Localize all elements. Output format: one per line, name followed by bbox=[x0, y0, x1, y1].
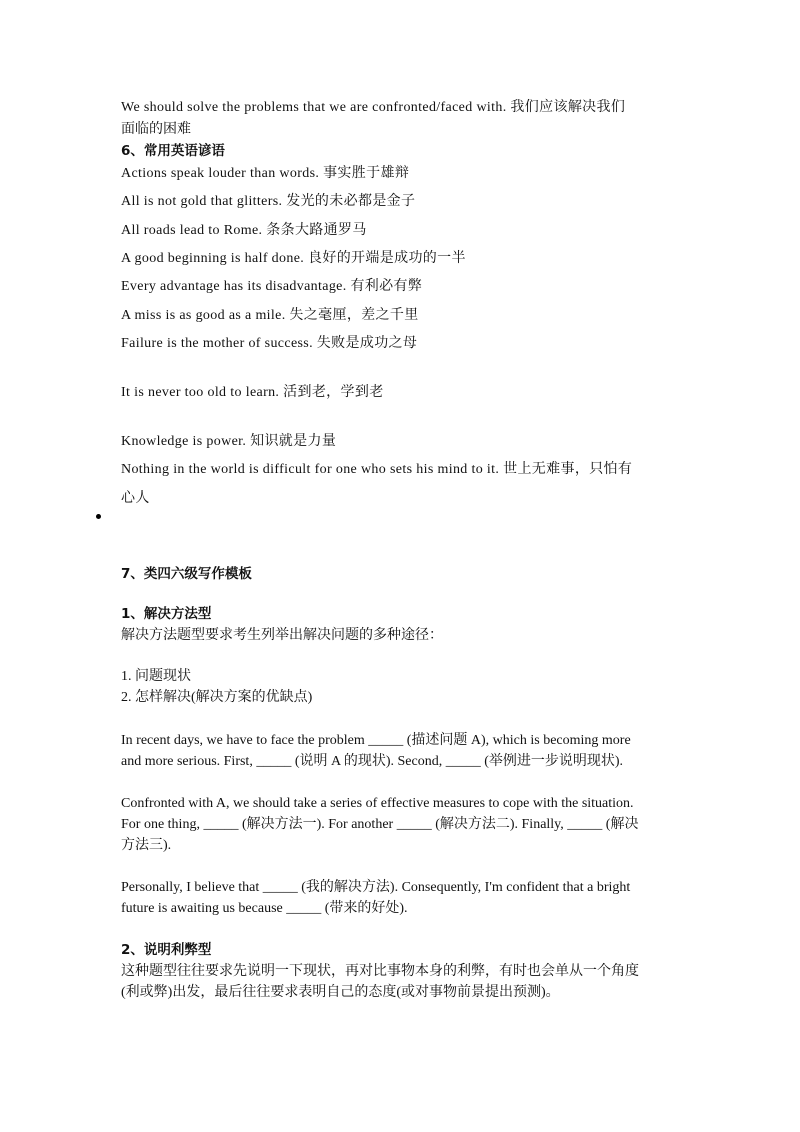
proverb-line: Failure is the mother of success. 失败是成功之母 bbox=[121, 336, 418, 351]
template-paragraph-line: future is awaiting us because _____ (带来的好处). bbox=[121, 901, 408, 916]
proverb-line: Knowledge is power. 知识就是力量 bbox=[121, 434, 337, 449]
step-item: 1. 问题现状 bbox=[121, 669, 191, 684]
proverb-line: All roads lead to Rome. 条条大路通罗马 bbox=[121, 223, 367, 238]
proverb-line: Actions speak louder than words. 事实胜于雄辩 bbox=[121, 166, 410, 181]
subsection-1-heading: 1、解决方法型 bbox=[121, 606, 212, 622]
subsection-2-line: 这种题型往往要求先说明一下现状，再对比事物本身的利弊，有时也会单从一个角度 bbox=[121, 964, 639, 979]
template-paragraph-line: Personally, I believe that _____ (我的解决方法). Consequently, I'm confident that a bright bbox=[121, 880, 631, 895]
proverb-line: A miss is as good as a mile. 失之毫厘，差之千里 bbox=[121, 308, 419, 323]
subsection-2-line: (利或弊)出发，最后往往要求表明自己的态度(或对事物前景提出预测)。 bbox=[121, 985, 560, 1000]
section-6-heading: 6、常用英语谚语 bbox=[121, 143, 225, 159]
bullet-dot bbox=[96, 514, 101, 519]
template-paragraph-line: 方法三). bbox=[121, 838, 172, 853]
intro-line: 面临的困难 bbox=[121, 122, 191, 137]
proverb-line: All is not gold that glitters. 发光的未必都是金子 bbox=[121, 194, 416, 209]
proverb-line: Nothing in the world is difficult for one who sets his mind to it. 世上无难事，只怕有 bbox=[121, 462, 633, 477]
proverb-line: Every advantage has its disadvantage. 有利必有弊 bbox=[121, 279, 423, 294]
subsection-2-heading: 2、说明利弊型 bbox=[121, 942, 212, 958]
template-paragraph-line: For one thing, _____ (解决方法一). For another _____ (解决方法二). Finally, _____ (解决 bbox=[121, 817, 639, 832]
proverb-line: A good beginning is half done. 良好的开端是成功的一半 bbox=[121, 251, 466, 266]
proverb-line: 心人 bbox=[121, 491, 150, 506]
template-paragraph-line: In recent days, we have to face the problem _____ (描述问题 A), which is becoming more bbox=[121, 733, 631, 748]
section-7-heading: 7、类四六级写作模板 bbox=[121, 566, 252, 582]
template-paragraph-line: Confronted with A, we should take a series of effective measures to cope with the situation. bbox=[121, 796, 634, 811]
step-item: 2. 怎样解决(解决方案的优缺点) bbox=[121, 690, 313, 705]
subsection-1-intro: 解决方法题型要求考生列举出解决问题的多种途径： bbox=[121, 628, 443, 643]
template-paragraph-line: and more serious. First, _____ (说明 A 的现状). Second, _____ (举例进一步说明现状). bbox=[121, 754, 624, 769]
proverb-line: It is never too old to learn. 活到老，学到老 bbox=[121, 385, 384, 400]
intro-line: We should solve the problems that we are confronted/faced with. 我们应该解决我们 bbox=[121, 100, 626, 115]
